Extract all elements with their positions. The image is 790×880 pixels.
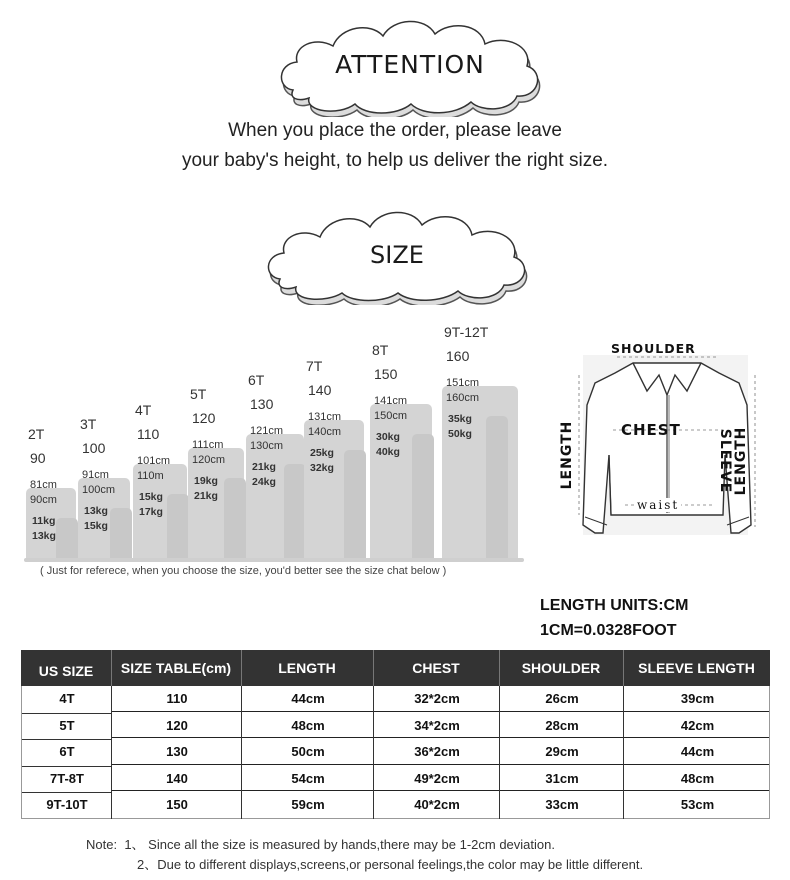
kids-note: ( Just for referece, when you choose the size, you'd better see the size chat below ) [40,565,447,577]
kid-cm-min: 141cm [374,395,408,407]
table-cell: 48cm [291,717,325,733]
table-cell: 53cm [680,797,715,813]
kid-kg-min: 19kg [194,475,218,487]
shoulder-label: SHOULDER [611,341,696,356]
table-header [21,650,770,686]
table-header-cell: CHEST [412,660,460,676]
table-cell: 4T [59,691,75,706]
kid-kg-max: 32kg [310,462,334,474]
kid-kg-min: 30kg [376,431,400,443]
chest-label: CHEST [621,421,681,439]
intro-line-2: your baby's height, to help us deliver the right size. [181,150,609,171]
table-cell: 32*2cm [414,691,460,706]
kid-kg-max: 40kg [376,446,400,458]
child-silhouette [486,416,508,560]
table-cell: 6T [59,744,75,760]
row-divider [22,739,112,740]
table-header-cell: LENGTH [278,660,336,676]
table-cell: 54cm [291,770,325,786]
kid-kg-max: 50kg [448,428,472,440]
kid-height-label: 90 [30,450,46,466]
kid-height-label: 150 [374,366,398,382]
table-cell: 48cm [680,770,715,786]
kid-cm-max: 90cm [30,494,57,506]
table-cell: 28cm [545,717,579,733]
table-header-cell: SHOULDER [521,660,601,676]
kid-cm-max: 160cm [446,392,480,404]
header-separator [373,650,374,686]
kid-kg-max: 21kg [194,490,218,502]
row-divider [112,711,769,712]
kid-size-label: 5T [190,386,207,402]
child-silhouette [224,478,246,560]
kid-cm-min: 101cm [137,455,171,467]
kid-kg-max: 24kg [252,476,276,488]
kid-cm-max: 110m [137,470,164,482]
column-divider [373,686,374,819]
waist-label: waist [637,498,680,512]
table-header-cell: US SIZE [38,663,94,679]
sleeve-length-label: LENGTH [733,426,749,496]
header-separator [111,650,112,686]
intro-line-1: When you place the order, please leave [228,120,562,141]
child-silhouette [110,508,132,560]
note-line-1 [86,835,643,855]
column-divider [111,686,112,819]
kid-cm-min: 111cm [192,439,224,451]
kid-cm-max: 100cm [82,484,116,496]
table-cell: 120 [166,717,188,733]
note-text-1: 1、 Since all the size is measured by hands,there may be 1-2cm deviation. [124,837,555,852]
kid-kg-min: 11kg [32,515,56,527]
table-cell: 44cm [680,744,715,760]
kid-cm-max: 140cm [308,426,342,438]
kid-kg-min: 21kg [252,461,276,473]
size-cloud [262,205,532,305]
table-cell: 59cm [291,797,325,813]
kid-size-label: 3T [80,416,97,432]
kid-cm-max: 130cm [250,440,284,452]
kid-cm-min: 151cm [446,377,480,389]
kid-kg-max: 15kg [84,520,108,532]
table-cell: 110 [166,691,188,706]
table-cell: 140 [166,770,188,786]
ground-shadow [24,558,524,562]
row-divider [22,792,112,793]
column-divider [241,686,242,819]
table-row [22,792,769,819]
kid-kg-min: 25kg [310,447,334,459]
row-divider [112,764,769,765]
units-line-1: LENGTH UNITS:CM [540,597,689,614]
note-prefix: Note: [86,837,118,852]
kid-size-label: 9T-12T [444,324,489,340]
header-separator [241,650,242,686]
attention-title: ATTENTION [335,50,485,79]
table-cell: 34*2cm [414,717,460,733]
kid-kg-min: 13kg [84,505,108,517]
column-divider [623,686,624,819]
table-cell: 26cm [545,691,579,706]
table-cell: 150 [166,797,188,813]
units-line-2: 1CM=0.0328FOOT [540,622,677,639]
row-divider [112,737,769,738]
table-cell: 9T-10T [46,797,88,813]
kid-height-label: 140 [308,382,332,398]
table-cell: 36*2cm [414,744,460,760]
sleeve-label: SLEEVE [717,428,733,494]
kid-size-label: 4T [135,402,152,418]
row-divider [112,790,769,791]
table-row [22,739,769,766]
kid-size-label: 6T [248,372,265,388]
kid-cm-min: 121cm [250,425,284,437]
kid-height-label: 100 [82,440,106,456]
kid-cm-min: 131cm [308,411,342,423]
child-silhouette [344,450,366,560]
kid-height-label: 130 [250,396,274,412]
table-cell: 7T-8T [50,770,84,786]
table-cell: 130 [166,744,188,760]
table-cell: 5T [59,717,75,733]
note-text-2: 2、Due to different displays,screens,or personal feelings,the color may be little different. [137,857,644,872]
table-cell: 42cm [680,717,715,733]
kid-kg-min: 35kg [448,413,472,425]
kid-size-label: 2T [28,426,45,442]
column-divider [499,686,500,819]
child-silhouette [412,434,434,560]
table-body [21,686,770,819]
length-label: LENGTH [559,420,575,490]
kid-size-label: 8T [372,342,389,358]
table-cell: 44cm [291,691,325,706]
kid-height-label: 160 [446,348,470,364]
kid-cm-min: 91cm [82,469,109,481]
row-divider [22,766,112,767]
table-cell: 33cm [545,797,579,813]
table-row [22,686,769,713]
table-header-cell: SLEEVE LENGTH [638,660,755,676]
kid-kg-min: 15kg [139,491,163,503]
table-header-cell: SIZE TABLE(cm) [120,660,232,676]
header-separator [499,650,500,686]
kid-cm-max: 120cm [192,454,226,466]
table-cell: 49*2cm [414,770,460,786]
child-silhouette [284,464,306,560]
kid-size-label: 7T [306,358,323,374]
size-heading: SIZE [370,241,424,269]
kid-kg-max: 17kg [139,506,163,518]
kid-height-label: 110 [137,426,160,442]
child-silhouette [167,494,189,560]
header-separator [623,650,624,686]
table-cell: 29cm [545,744,579,760]
shirt-diagram [555,335,780,550]
table-cell: 50cm [291,744,325,760]
table-row [22,713,769,740]
kids-size-chart [0,320,540,585]
table-cell: 39cm [680,691,715,706]
attention-cloud [275,12,545,117]
note-line-2 [86,855,643,875]
child-silhouette [56,518,78,560]
kid-height-label: 120 [192,410,216,426]
kid-cm-max: 150cm [374,410,408,422]
kid-kg-max: 13kg [32,530,56,542]
row-divider [22,713,112,714]
notes [86,835,643,875]
table-row [22,766,769,793]
table-cell: 31cm [545,770,579,786]
kid-cm-min: 81cm [30,479,57,491]
table-cell: 40*2cm [414,797,460,813]
